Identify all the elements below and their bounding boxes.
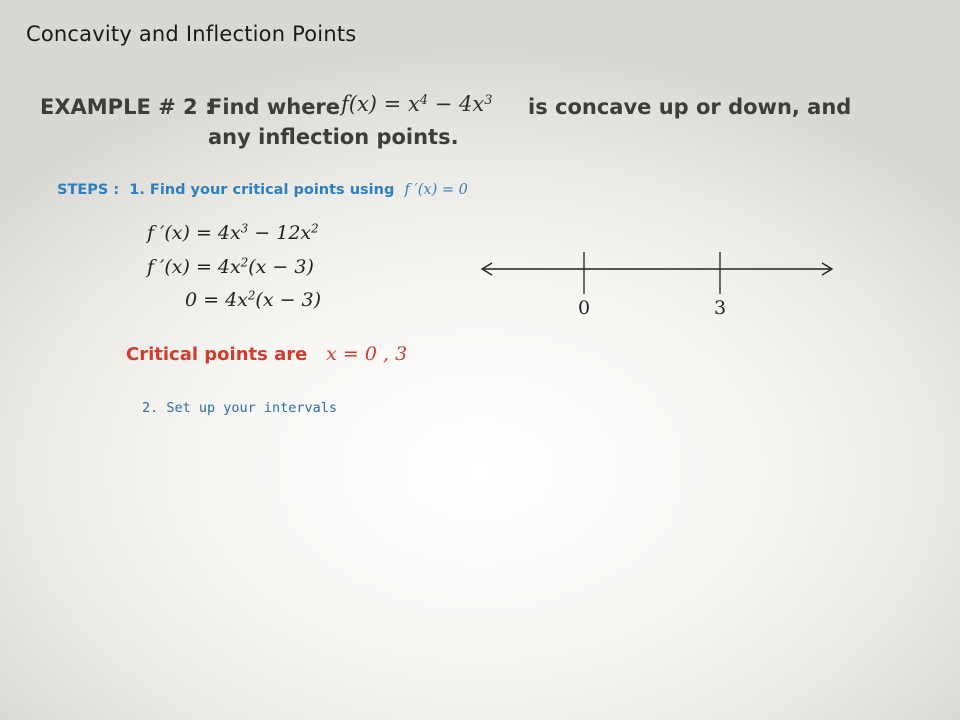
steps-line (57, 182, 468, 198)
derivation-line-3 (185, 289, 321, 311)
steps-prefix: STEPS : (57, 182, 120, 198)
number-line-ticks (578, 252, 726, 319)
number-line (478, 246, 838, 326)
example-outro: is concave up or down, and (528, 95, 852, 119)
example-line-2: any inflection points. (208, 125, 459, 149)
function-exponent-1: 4 (419, 92, 429, 108)
derivation-1-mid: − 12x (248, 222, 312, 244)
step-2-text: 2. Set up your intervals (142, 400, 338, 416)
derivation-3-exp1: 2 (247, 288, 256, 303)
derivation-1-lhs: f ′(x) = 4x (147, 222, 241, 244)
derivation-1-exp1: 3 (240, 221, 249, 236)
critical-label: Critical points are (126, 344, 308, 365)
number-line-tick-label-3: 3 (713, 297, 727, 319)
function-base: f(x) = x (341, 92, 420, 116)
step1-math: f ′(x) = 0 (404, 182, 468, 198)
number-line-tick-label-0: 0 (577, 297, 591, 319)
derivation-line-2 (147, 256, 314, 278)
example-label: EXAMPLE # 2 : (40, 95, 214, 119)
slide-title: Concavity and Inflection Points (26, 22, 357, 46)
derivation-2-exp1: 2 (240, 255, 249, 270)
derivation-line-1 (147, 222, 319, 244)
derivation-1-exp2: 2 (311, 221, 319, 236)
function-middle: − 4x (428, 92, 485, 116)
example-intro: Find where (208, 95, 341, 119)
function-exponent-2: 3 (484, 92, 493, 108)
derivation-3-lhs: 0 = 4x (185, 289, 248, 311)
example-function (341, 92, 493, 116)
critical-values: x = 0 , 3 (326, 343, 408, 365)
step1-text: 1. Find your critical points using (129, 182, 395, 198)
derivation-2-mid: (x − 3) (248, 256, 314, 278)
derivation-2-lhs: f ′(x) = 4x (147, 256, 241, 278)
derivation-3-mid: (x − 3) (255, 289, 322, 311)
critical-points-line (126, 343, 407, 365)
